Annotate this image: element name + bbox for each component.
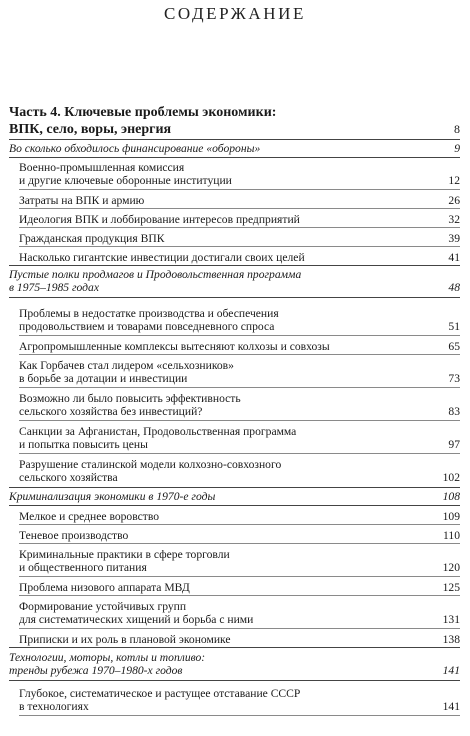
part-title-line1: Часть 4. Ключевые проблемы экономики: — [9, 105, 277, 120]
part-page-number: 8 — [454, 122, 460, 136]
toc-rule — [19, 453, 460, 454]
toc-section[interactable] — [9, 268, 460, 294]
toc-page-number: 97 — [448, 438, 460, 451]
part-title-line2: ВПК, село, воры, энергия — [9, 122, 172, 137]
toc-page-number: 65 — [448, 340, 460, 353]
toc-subsection[interactable] — [19, 251, 460, 264]
toc-rule — [9, 680, 460, 681]
toc-rule — [9, 297, 460, 298]
toc-section[interactable] — [9, 142, 460, 155]
toc-subsection[interactable] — [19, 213, 460, 226]
toc-title-line: Затраты на ВПК и армию — [19, 194, 145, 207]
toc-subsection[interactable] — [19, 392, 460, 418]
toc-title-line: Идеология ВПК и лоббирование интересов предприятий — [19, 213, 300, 226]
toc-title-line: и другие ключевые оборонные институции — [19, 174, 232, 187]
toc-rule — [19, 208, 460, 209]
toc-subsection[interactable] — [19, 600, 460, 626]
toc-page-number: 108 — [442, 490, 460, 503]
toc-section[interactable] — [9, 490, 460, 503]
toc-title-line: Проблема низового аппарата МВД — [19, 581, 190, 594]
toc-page-number: 102 — [442, 471, 460, 484]
toc-rule — [19, 543, 460, 544]
toc-title-line: продовольствием и товарами повседневного спроса — [19, 320, 275, 333]
toc-subsection[interactable] — [19, 687, 460, 713]
toc-page-number: 73 — [448, 372, 460, 385]
toc-subsection[interactable] — [19, 161, 460, 187]
toc-page-number: 120 — [442, 561, 460, 574]
toc-page-number: 83 — [448, 405, 460, 418]
toc-rule — [19, 576, 460, 577]
page-header: СОДЕРЖАНИЕ — [163, 4, 307, 23]
toc-title-line: в 1975–1985 годах — [9, 281, 99, 294]
toc-page-number: 12 — [448, 174, 460, 187]
toc-title-line: Проблемы в недостатке производства и обеспечения — [19, 307, 279, 320]
toc-section[interactable] — [9, 651, 460, 677]
toc-rule — [19, 246, 460, 247]
toc-title-line: Технологии, моторы, котлы и топливо: — [9, 651, 206, 664]
toc-title-line: и общественного питания — [19, 561, 147, 574]
toc-page-number: 39 — [448, 232, 460, 245]
toc-title-line: для систематических хищений и борьба с ними — [19, 613, 254, 626]
toc-subsection[interactable] — [19, 425, 460, 451]
toc-title-line: сельского хозяйства без инвестиций? — [19, 405, 203, 418]
toc-page-number: 51 — [448, 320, 460, 333]
toc-rule — [19, 189, 460, 190]
toc-title-line: Разрушение сталинской модели колхозно-совхозного — [19, 458, 282, 471]
toc-title-line: Теневое производство — [19, 529, 129, 542]
toc-title-line: Криминальные практики в сфере торговли — [19, 548, 230, 561]
toc-page-number: 138 — [442, 633, 460, 646]
toc-page-number: 131 — [442, 613, 460, 626]
toc-title-line: Санкции за Афганистан, Продовольственная программа — [19, 425, 297, 438]
toc-title-line: Глубокое, систематическое и растущее отставание СССР — [19, 687, 301, 700]
toc-page-number: 109 — [442, 510, 460, 523]
toc-rule — [19, 628, 460, 629]
toc-page-number: 48 — [448, 281, 460, 294]
toc-rule — [19, 595, 460, 596]
toc-title-line: Мелкое и среднее воровство — [19, 510, 160, 523]
toc-title-line: Гражданская продукция ВПК — [19, 232, 165, 245]
toc-rule — [9, 487, 460, 488]
toc-title-line: Криминализация экономики в 1970-е годы — [9, 490, 216, 503]
toc-title-line: в технологиях — [19, 700, 89, 713]
toc-title-line: Военно-промышленная комиссия — [19, 161, 185, 174]
toc-rule — [9, 647, 460, 648]
toc-page-number: 141 — [442, 664, 460, 677]
toc-page-number: 125 — [442, 581, 460, 594]
toc-title-line: Агропромышленные комплексы вытесняют колхозы и совхозы — [19, 340, 330, 353]
toc-title-line: Приписки и их роль в плановой экономике — [19, 633, 231, 646]
toc-rule — [19, 354, 460, 355]
toc-title-line: в борьбе за дотации и инвестиции — [19, 372, 188, 385]
toc-title-line: сельского хозяйства — [19, 471, 118, 484]
toc-page-number: 141 — [442, 700, 460, 713]
toc-title-line: Возможно ли было повысить эффективность — [19, 392, 241, 405]
toc-rule — [19, 715, 460, 716]
part-title-row — [9, 121, 460, 138]
toc-title-line: Во сколько обходилось финансирование «обороны» — [9, 142, 261, 155]
toc-title-line: тренды рубежа 1970–1980-х годов — [9, 664, 183, 677]
toc-rule — [19, 387, 460, 388]
toc-subsection[interactable] — [19, 359, 460, 385]
toc-subsection[interactable] — [19, 194, 460, 207]
toc-subsection[interactable] — [19, 529, 460, 542]
toc-page-number: 26 — [448, 194, 460, 207]
toc-title-line: Пустые полки продмагов и Продовольственная программа — [9, 268, 302, 281]
toc-rule — [9, 505, 460, 506]
toc-subsection[interactable] — [19, 510, 460, 523]
toc-subsection[interactable] — [19, 458, 460, 484]
toc-subsection[interactable] — [19, 307, 460, 333]
toc-title-line: Формирование устойчивых групп — [19, 600, 187, 613]
toc-subsection[interactable] — [19, 548, 460, 574]
toc-subsection[interactable] — [19, 581, 460, 594]
toc-page-number: 32 — [448, 213, 460, 226]
toc-subsection[interactable] — [19, 232, 460, 245]
toc-rule — [19, 227, 460, 228]
toc-rule — [19, 420, 460, 421]
toc-rule — [9, 157, 460, 158]
toc-title-line: Как Горбачев стал лидером «сельхозников» — [19, 359, 234, 372]
part-rule — [9, 139, 460, 140]
toc-title-line: и попытка повысить цены — [19, 438, 148, 451]
toc-rule — [19, 335, 460, 336]
toc-page-number: 9 — [454, 142, 460, 155]
toc-rule — [9, 265, 460, 266]
toc-subsection[interactable] — [19, 633, 460, 646]
toc-page-number: 41 — [448, 251, 460, 264]
toc-page-number: 110 — [443, 529, 460, 542]
toc-rule — [19, 524, 460, 525]
toc-title-line: Насколько гигантские инвестиции достигали своих целей — [19, 251, 305, 264]
toc-subsection[interactable] — [19, 340, 460, 353]
